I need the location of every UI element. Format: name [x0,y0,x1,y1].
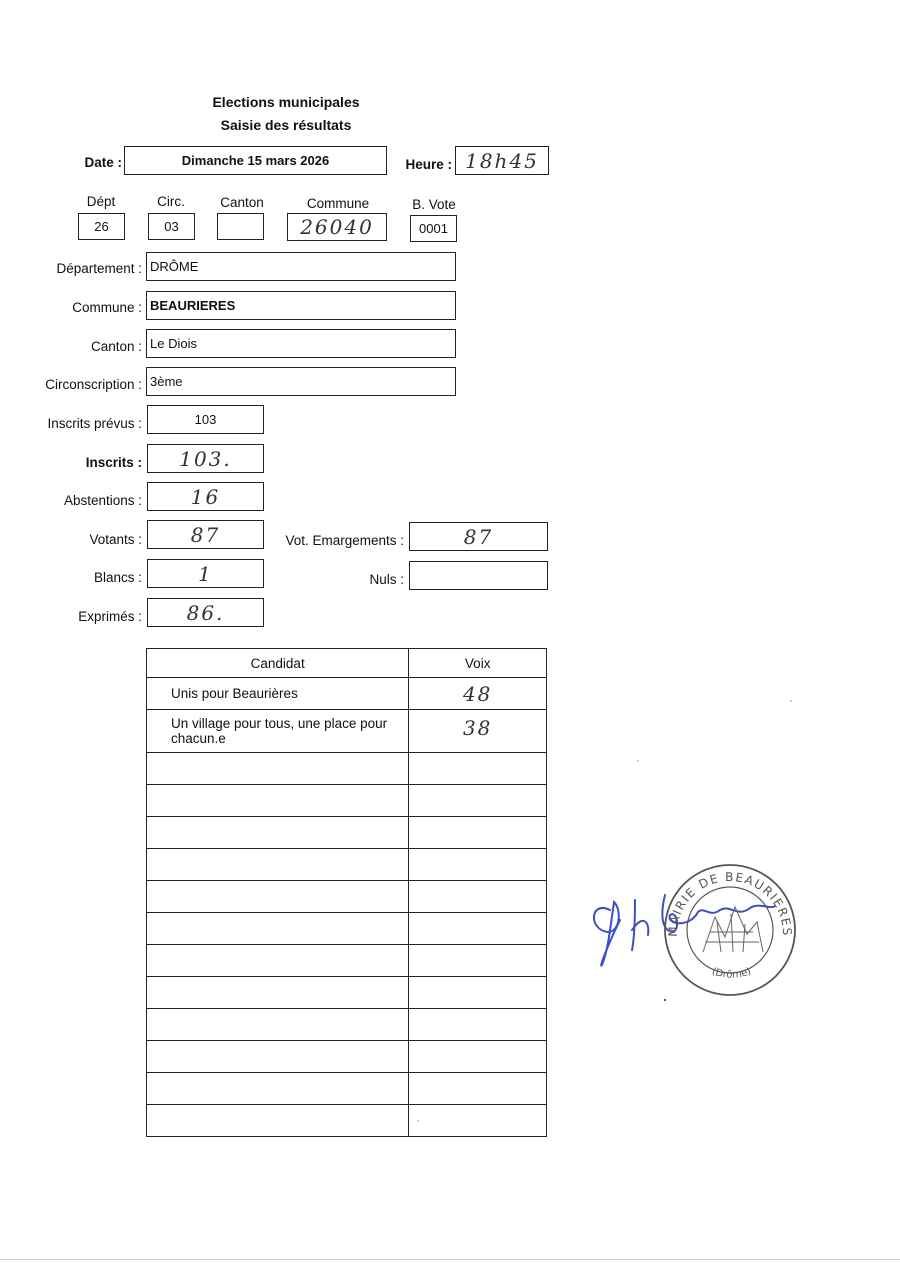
commune-code-label: Commune [306,196,370,211]
candidat-cell[interactable] [147,1105,409,1137]
vot-emargements-label: Vot. Emargements : [285,533,404,548]
voix-cell[interactable] [409,1105,547,1137]
commune-code-field[interactable]: 26040 [287,213,387,241]
date-label: Date : [84,155,122,170]
candidat-cell[interactable] [147,945,409,977]
inscrits-prevus-field[interactable]: 103 [147,405,264,434]
dept-field[interactable]: 26 [78,213,125,240]
table-row[interactable] [147,881,547,913]
table-row[interactable] [147,945,547,977]
canton-code-label: Canton [220,195,264,210]
bvote-field[interactable]: 0001 [410,215,457,242]
voix-cell[interactable] [409,785,547,817]
exprimes-label: Exprimés : [78,609,142,624]
voix-cell[interactable]: 38 [409,710,547,753]
bvote-label: B. Vote [412,197,456,212]
inscrits-label: Inscrits : [85,455,142,470]
voix-cell[interactable] [409,881,547,913]
voix-cell[interactable] [409,1009,547,1041]
candidat-cell[interactable] [147,785,409,817]
stamp-text-bottom: (Drôme) [710,966,753,981]
table-row[interactable] [147,977,547,1009]
heure-label: Heure : [405,157,452,172]
circonscription-label: Circonscription : [45,377,142,392]
voix-cell[interactable] [409,1041,547,1073]
candidat-cell[interactable] [147,1073,409,1105]
candidat-cell[interactable] [147,977,409,1009]
voix-cell[interactable] [409,1073,547,1105]
candidat-cell[interactable] [147,817,409,849]
table-row[interactable] [147,1041,547,1073]
vot-emargements-field[interactable]: 87 [409,522,548,551]
voix-cell[interactable] [409,753,547,785]
candidat-cell[interactable] [147,913,409,945]
voix-cell[interactable] [409,849,547,881]
abstentions-field[interactable]: 16 [147,482,264,511]
dept-label: Dépt [86,194,116,209]
circ-label: Circ. [157,194,185,209]
document-title: Elections municipales [212,94,360,110]
candidat-cell[interactable] [147,881,409,913]
stamp-text-top: MAIRIE DE BEAURIERES [665,869,795,938]
circonscription-field[interactable]: 3ème [146,367,456,396]
svg-text:MAIRIE DE BEAURIERES [666,870,794,937]
table-row[interactable] [147,817,547,849]
canton-field[interactable]: Le Diois [146,329,456,358]
departement-label: Département : [56,261,142,276]
abstentions-label: Abstentions : [63,493,142,508]
table-row[interactable] [147,913,547,945]
page-edge [0,1259,900,1260]
document-subtitle: Saisie des résultats [220,117,352,133]
date-field[interactable]: Dimanche 15 mars 2026 [124,146,387,175]
candidat-cell[interactable] [147,1009,409,1041]
voix-cell[interactable] [409,945,547,977]
table-row[interactable] [147,849,547,881]
inscrits-prevus-label: Inscrits prévus : [47,416,142,431]
nuls-field[interactable] [409,561,548,590]
table-row[interactable] [147,785,547,817]
canton-code-field[interactable] [217,213,264,240]
nuls-label: Nuls : [369,572,404,587]
commune-field[interactable]: BEAURIERES [146,291,456,320]
voix-cell[interactable] [409,913,547,945]
table-row[interactable] [147,1009,547,1041]
voix-cell[interactable] [409,977,547,1009]
candidat-cell[interactable] [147,849,409,881]
svg-text:(Drôme) [710,966,753,981]
table-row[interactable] [147,1073,547,1105]
inscrits-field[interactable]: 103. [147,444,264,473]
table-row[interactable] [147,678,547,710]
exprimes-field[interactable]: 86. [147,598,264,627]
voix-cell[interactable] [409,817,547,849]
candidat-cell[interactable]: Unis pour Beaurières [147,678,409,710]
table-row[interactable] [147,710,547,753]
commune-label: Commune : [72,300,142,315]
candidat-cell[interactable] [147,1041,409,1073]
voix-cell[interactable]: 48 [409,678,547,710]
votants-field[interactable]: 87 [147,520,264,549]
candidat-cell[interactable] [147,753,409,785]
blancs-label: Blancs : [93,570,142,585]
heure-field[interactable]: 18h45 [455,146,549,175]
table-row[interactable] [147,753,547,785]
table-row[interactable] [147,1105,547,1137]
candidat-cell[interactable]: Un village pour tous, une place pour chacun.e [147,710,409,753]
candidat-column-header: Candidat [147,649,409,678]
canton-label: Canton : [90,339,142,354]
blancs-field[interactable]: 1 [147,559,264,588]
departement-field[interactable]: DRÔME [146,252,456,281]
voix-column-header: Voix [409,649,547,678]
mairie-stamp [655,862,805,997]
circ-field[interactable]: 03 [148,213,195,240]
results-table [146,648,547,1137]
votants-label: Votants : [89,532,142,547]
results-header-row [147,649,547,678]
